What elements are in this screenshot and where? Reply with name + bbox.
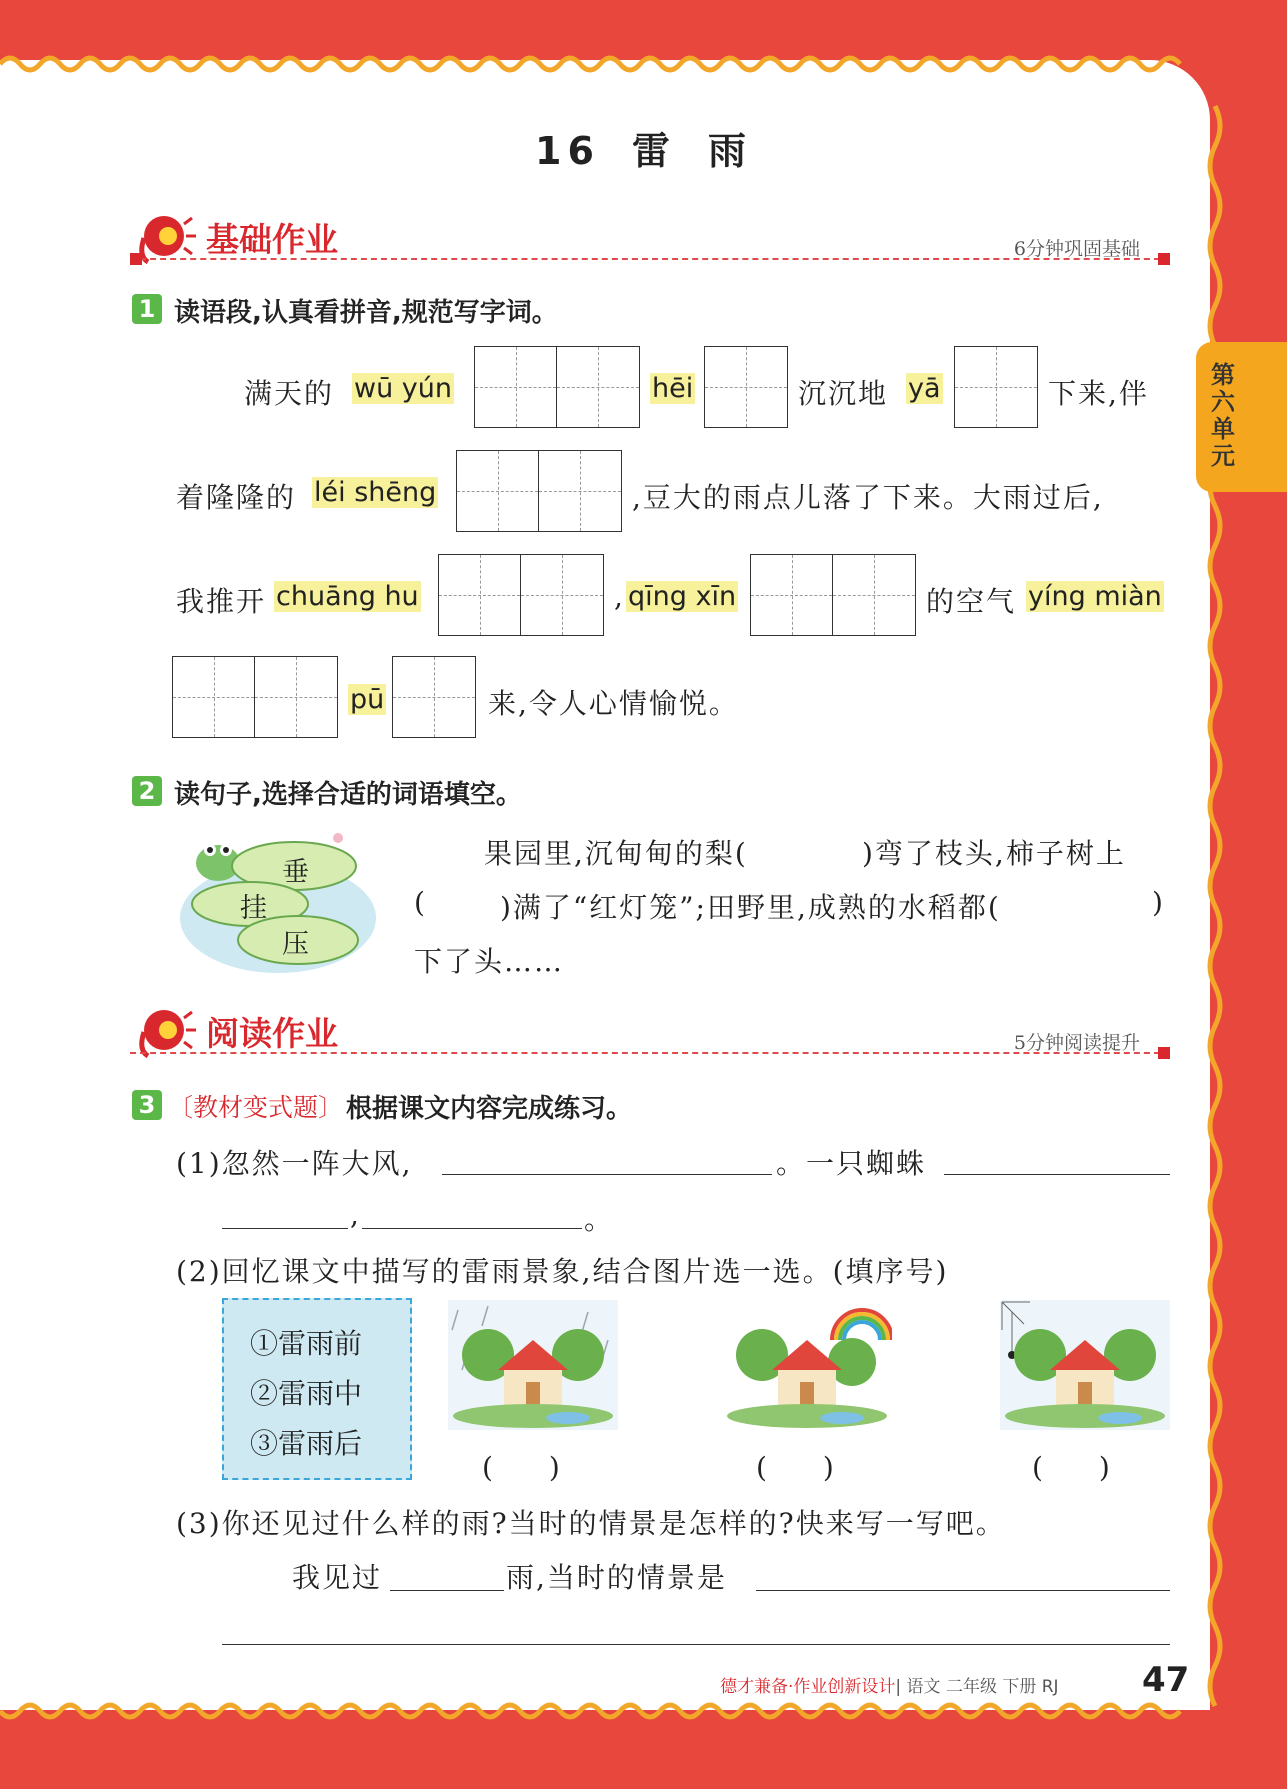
option-label: ③雷雨后 bbox=[250, 1427, 363, 1460]
answer-blank[interactable]: ( ) bbox=[1032, 1451, 1110, 1484]
question-number: 3 bbox=[132, 1090, 162, 1120]
writing-grid[interactable] bbox=[954, 346, 1038, 428]
question-number: 1 bbox=[132, 294, 162, 324]
pinyin: léi shēng bbox=[314, 477, 437, 508]
passage-text: 着隆隆的 bbox=[176, 481, 297, 514]
writing-grid[interactable] bbox=[704, 346, 788, 428]
section-reading-header bbox=[130, 1004, 1170, 1064]
exercise-text: 。一只蜘蛛 bbox=[776, 1147, 927, 1180]
section-basic-title: 基础作业 bbox=[206, 220, 338, 259]
answer-line[interactable] bbox=[222, 1228, 348, 1229]
question-tag: 〔教材变式题〕 bbox=[168, 1093, 344, 1122]
unit-tab-label: 第六单元 bbox=[1211, 361, 1235, 470]
exercise-text: 。 bbox=[584, 1203, 615, 1236]
passage-text: ,豆大的雨点儿落了下来。大雨过后, bbox=[632, 481, 1104, 514]
page-number: 47 bbox=[1142, 1660, 1190, 1700]
divider-cap bbox=[130, 253, 142, 265]
answer-line[interactable] bbox=[944, 1174, 1170, 1175]
answer-line[interactable] bbox=[442, 1174, 772, 1175]
answer-line[interactable] bbox=[362, 1228, 582, 1229]
exercise-text: , bbox=[350, 1198, 361, 1231]
divider-cap bbox=[1158, 1047, 1170, 1059]
answer-blank[interactable]: ( ) bbox=[482, 1451, 560, 1484]
exercise-text: (2)回忆课文中描写的雷雨景象,结合图片选一选。(填序号) bbox=[176, 1255, 949, 1288]
answer-line[interactable] bbox=[390, 1590, 504, 1591]
section-basic-header bbox=[130, 210, 1170, 270]
lesson-title: 16 雷 雨 bbox=[535, 129, 752, 173]
divider-cap bbox=[1158, 253, 1170, 265]
footer-brand: 德才兼备·作业创新设计| 语文 二年级 下册 RJ bbox=[720, 1677, 1059, 1697]
exercise-text: 雨,当时的情景是 bbox=[506, 1561, 727, 1594]
exercise-text: (3)你还见过什么样的雨?当时的情景是怎样的?快来写一写吧。 bbox=[176, 1507, 1006, 1540]
section-reading-hint: 5分钟阅读提升 bbox=[1013, 1032, 1140, 1054]
exercise-text: (1)忽然一阵大风, bbox=[176, 1147, 413, 1180]
writing-grid[interactable] bbox=[392, 656, 476, 738]
word-option: 挂 bbox=[240, 893, 269, 924]
pinyin: qīng xīn bbox=[628, 581, 737, 612]
section-divider bbox=[130, 1052, 1170, 1054]
word-option: 压 bbox=[282, 929, 311, 960]
section-basic-hint: 6分钟巩固基础 bbox=[1013, 238, 1140, 260]
answer-line[interactable] bbox=[756, 1590, 1170, 1591]
passage-text: 满天的 bbox=[244, 377, 335, 410]
answer-line[interactable] bbox=[222, 1644, 1170, 1645]
sentence-text: )满了“红灯笼”;田野里,成熟的水稻都( bbox=[500, 891, 1001, 924]
sentence-text: )弯了枝头,柿子树上 bbox=[862, 837, 1126, 870]
pinyin: hēi bbox=[652, 373, 694, 404]
section-reading-title: 阅读作业 bbox=[206, 1014, 338, 1053]
lily-pad-word-bank bbox=[178, 828, 378, 973]
question-number: 2 bbox=[132, 776, 162, 806]
sentence-text: 果园里,沉甸甸的梨( bbox=[484, 837, 748, 870]
pinyin: yā bbox=[908, 373, 941, 404]
writing-grid[interactable] bbox=[438, 554, 604, 636]
exercise-text: 我见过 bbox=[292, 1561, 383, 1594]
pinyin: chuāng hu bbox=[276, 581, 419, 612]
question-instruction: 根据课文内容完成练习。 bbox=[346, 1094, 633, 1124]
passage-text: 下来,伴 bbox=[1048, 377, 1149, 410]
question-instruction: 读句子,选择合适的词语填空。 bbox=[174, 780, 522, 810]
writing-grid[interactable] bbox=[172, 656, 338, 738]
pinyin: pū bbox=[350, 684, 385, 715]
passage-text: 沉沉地 bbox=[798, 377, 889, 410]
sentence-text: ) bbox=[1152, 886, 1165, 919]
section-divider bbox=[130, 258, 1170, 260]
option-label: ①雷雨前 bbox=[250, 1327, 363, 1360]
passage-text: , bbox=[614, 580, 625, 613]
sentence-text: ( bbox=[414, 886, 427, 919]
option-box bbox=[222, 1298, 412, 1480]
word-option: 垂 bbox=[282, 857, 311, 888]
passage-text: 的空气 bbox=[926, 585, 1017, 618]
option-label: ②雷雨中 bbox=[250, 1377, 363, 1410]
writing-grid[interactable] bbox=[750, 554, 916, 636]
pinyin: wū yún bbox=[354, 373, 452, 404]
pinyin: yíng miàn bbox=[1028, 581, 1162, 612]
answer-blank[interactable]: ( ) bbox=[756, 1451, 834, 1484]
writing-grid[interactable] bbox=[474, 346, 640, 428]
writing-grid[interactable] bbox=[456, 450, 622, 532]
question-instruction: 读语段,认真看拼音,规范写字词。 bbox=[174, 298, 558, 328]
sentence-text: 下了头…… bbox=[414, 945, 565, 978]
passage-text: 来,令人心情愉悦。 bbox=[488, 687, 739, 720]
rainbow-scene-image bbox=[722, 1300, 892, 1430]
spider-scene-image bbox=[1000, 1300, 1170, 1430]
rain-scene-image bbox=[448, 1300, 618, 1430]
passage-text: 我推开 bbox=[176, 585, 267, 618]
